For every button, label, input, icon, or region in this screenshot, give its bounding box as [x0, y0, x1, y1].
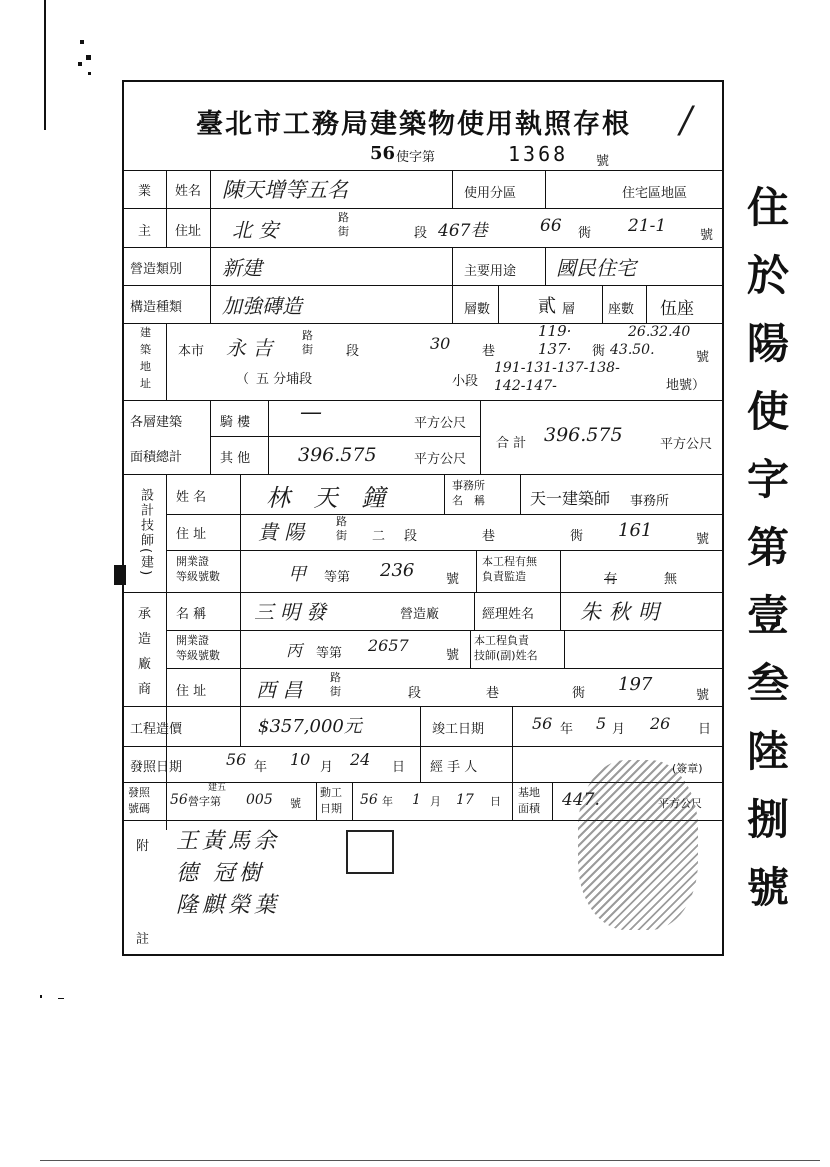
base-value: 447.: [562, 790, 600, 810]
designer-alley: 衖: [570, 529, 584, 544]
site-road-label: 路: [302, 329, 313, 342]
usage-zone-label: 使用分區: [464, 186, 517, 201]
owner-label-2: 主: [138, 224, 152, 239]
other-value: 396.575: [298, 444, 377, 466]
owner-name-label: 姓名: [175, 184, 202, 199]
floors-unit: 層: [562, 302, 576, 317]
permit-no-year: 56: [170, 792, 188, 808]
site-label-2: 築: [140, 343, 151, 356]
other-sqm: 平方公尺: [414, 452, 467, 467]
structure-label: 構造種類: [130, 300, 183, 315]
designer-num: 161: [618, 520, 653, 541]
completion-day-label: 日: [698, 722, 712, 737]
site-label-3: 地: [140, 360, 151, 373]
contractor-license-text: 等第: [316, 646, 343, 661]
start-month-label: 月: [430, 795, 441, 808]
form-title: 臺北市工務局建築物使用執照存根: [196, 109, 631, 140]
contractor-num: 197: [618, 674, 653, 695]
tech-label-2: 技師(副)姓名: [474, 649, 538, 662]
permit-no-insert: 建五: [208, 783, 227, 793]
office-suffix: 事務所: [630, 494, 670, 509]
start-day-label: 日: [490, 795, 501, 808]
remarks-line-2: 德 冠樹: [176, 861, 265, 886]
site-hao: 號: [696, 350, 710, 365]
designer-lane: 巷: [482, 529, 496, 544]
contractor-license-grade: 丙: [286, 641, 303, 660]
site-city: 本市: [178, 344, 205, 359]
base-label-1: 基地: [518, 786, 540, 799]
site-lot-nums-2: 142-147-: [494, 378, 557, 394]
start-month: 1: [412, 792, 421, 808]
designer-license-num: 236: [380, 560, 415, 581]
designer-name-label: 姓 名: [176, 490, 207, 505]
contractor-duan: 段: [408, 686, 422, 701]
site-lot-nums-1: 191-131-137-138-: [494, 360, 620, 376]
construction-type: 新建: [222, 256, 262, 280]
site-lane: 巷: [482, 344, 496, 359]
issue-day: 24: [350, 750, 371, 769]
owner-lane: 467巷: [438, 221, 488, 241]
supervise-label-1: 本工程有無: [482, 555, 537, 568]
site-lot-label: 地號）: [666, 378, 706, 393]
completion-label: 竣工日期: [432, 722, 485, 737]
completion-month-label: 月: [612, 722, 626, 737]
permit-no-label-2: 號碼: [128, 802, 150, 815]
designer-name: 林 天 鐘: [266, 484, 394, 512]
area-label-1: 各層建築: [130, 415, 183, 430]
permit-suffix: 號: [596, 154, 610, 169]
site-label-4: 址: [140, 377, 151, 390]
contractor-label-3: 廠: [138, 657, 152, 672]
contractor-hao: 號: [696, 688, 710, 703]
designer-road: 路: [336, 515, 347, 528]
permit-no-hao: 號: [290, 797, 301, 810]
designer-label: 設計技師(建): [138, 488, 153, 578]
owner-duan: 段: [414, 226, 428, 241]
permit-number: 1368: [508, 142, 569, 166]
site-small-section: 小段: [452, 374, 479, 389]
site-house-num-1: 26.32.40: [628, 324, 691, 340]
office-label-1: 事務所: [452, 479, 485, 492]
designer-duan-num: 二: [372, 529, 386, 544]
owner-name: 陳天增等五名: [222, 178, 348, 202]
site-lane-num: 30: [430, 334, 451, 353]
remarks-line-3: 隆麒榮葉: [176, 893, 281, 918]
remarks-label-bottom: 註: [136, 932, 150, 947]
arcade-label: 騎 樓: [220, 415, 251, 430]
contractor-label-1: 承: [138, 607, 152, 622]
site-house-num-2: 43.50.: [610, 342, 655, 358]
site-alley: 衖: [592, 344, 606, 359]
seats-label: 座數: [608, 302, 635, 317]
site-duan: 段: [346, 344, 360, 359]
issue-label: 發照日期: [130, 760, 183, 775]
contractor-name-label: 名 稱: [176, 607, 207, 622]
owner-alley-num: 66: [540, 216, 562, 236]
arcade-sqm: 平方公尺: [414, 416, 467, 431]
site-road: 永 吉: [226, 336, 273, 360]
manager-label: 經理姓名: [482, 607, 535, 622]
contractor-firm-type: 營造廠: [400, 607, 440, 622]
contractor-license-num: 2657: [368, 636, 409, 655]
main-use-label: 主要用途: [464, 264, 517, 279]
tech-label-1: 本工程負責: [474, 634, 529, 647]
check-mark: /: [680, 100, 693, 141]
remarks-label-top: 附: [136, 839, 150, 854]
start-label-1: 動工: [320, 786, 342, 799]
permit-no-label-1: 發照: [128, 786, 150, 799]
owner-street-label: 街: [338, 225, 349, 238]
usage-zone-value: 住宅區地區: [622, 186, 688, 201]
owner-address-label: 住址: [175, 224, 202, 239]
owner-label-1: 業: [138, 184, 152, 199]
other-label: 其 他: [220, 451, 251, 466]
start-day: 17: [456, 792, 474, 808]
floors-value: 貳: [538, 296, 556, 317]
contractor-name: 三明發: [254, 600, 332, 624]
designer-license-text: 等第: [324, 570, 351, 585]
start-year-label: 年: [382, 795, 393, 808]
side-permit-text: 住於陽使字第壹叁陸捌號: [741, 185, 790, 933]
owner-address-city: 北 安: [232, 218, 279, 242]
contractor-license-label-2: 等級號數: [176, 649, 220, 662]
designer-hao: 號: [696, 532, 710, 547]
site-paren: （: [236, 372, 250, 387]
contractor-license-label-1: 開業證: [176, 634, 209, 647]
site-label-1: 建: [140, 326, 151, 339]
contractor-label-4: 商: [138, 682, 152, 697]
owner-hao: 號: [700, 228, 714, 243]
contractor-address-road: 西 昌: [256, 678, 303, 702]
designer-address-road: 貴 陽: [258, 520, 305, 544]
contractor-lane: 巷: [486, 686, 500, 701]
supervise-struck: 有: [604, 572, 618, 587]
contractor-street: 街: [330, 685, 341, 698]
issue-year-label: 年: [254, 760, 268, 775]
area-label-2: 面積總計: [130, 450, 183, 465]
office-value: 天一建築師: [530, 489, 611, 508]
arcade-value: —: [300, 400, 362, 425]
seats-value: 伍座: [660, 299, 694, 319]
ink-smudge: [578, 760, 698, 930]
site-alley-num-1: 119·: [538, 322, 572, 340]
total-value: 396.575: [544, 424, 623, 446]
issue-month-label: 月: [320, 760, 334, 775]
designer-duan: 段: [404, 529, 418, 544]
owner-num: 21-1: [628, 216, 667, 236]
construction-type-label: 營造類別: [130, 262, 183, 277]
supervise-value: 無: [664, 572, 678, 587]
base-unit: 平方公尺: [658, 797, 702, 810]
site-district: 五 分埔段: [256, 372, 313, 387]
sign-label: (簽章): [672, 762, 703, 775]
site-alley-num-2: 137·: [538, 340, 572, 358]
supervise-label-2: 負責監造: [482, 570, 526, 583]
permit-year: 56: [370, 143, 396, 164]
contractor-label-2: 造: [138, 632, 152, 647]
designer-license-grade: 甲: [288, 564, 306, 585]
cost-value: $357,000元: [258, 716, 362, 737]
contractor-license-hao: 號: [446, 648, 460, 663]
permit-no-number: 005: [246, 792, 273, 808]
designer-address-label: 住 址: [176, 527, 207, 542]
floors-label: 層數: [464, 302, 491, 317]
contractor-road: 路: [330, 671, 341, 684]
completion-day: 26: [650, 714, 671, 733]
designer-license-hao: 號: [446, 572, 460, 587]
permit-prefix: 使字第: [396, 150, 436, 165]
completion-year: 56: [532, 714, 553, 733]
completion-month: 5: [596, 714, 607, 733]
issue-month: 10: [290, 750, 311, 769]
manager-name: 朱秋明: [580, 600, 667, 624]
contractor-address-label: 住 址: [176, 684, 207, 699]
main-use: 國民住宅: [556, 256, 636, 280]
issue-day-label: 日: [392, 760, 406, 775]
start-year: 56: [360, 792, 378, 808]
seal-stamp: [346, 830, 394, 874]
owner-alley: 衖: [578, 226, 592, 241]
permit-no-prefix: 營字第: [188, 795, 221, 808]
remarks-line-1: 王黃馬余: [176, 829, 281, 854]
site-street-label: 街: [302, 343, 313, 356]
total-unit: 平方公尺: [660, 437, 713, 452]
office-label-2: 名 稱: [452, 494, 485, 507]
total-label: 合 計: [496, 436, 527, 451]
designer-license-label-2: 等級號數: [176, 570, 220, 583]
start-label-2: 日期: [320, 802, 342, 815]
structure-value: 加強磚造: [222, 294, 302, 318]
contractor-alley: 衖: [572, 686, 586, 701]
issue-year: 56: [226, 750, 247, 769]
cost-label: 工程造價: [130, 722, 183, 737]
base-label-2: 面積: [518, 802, 540, 815]
owner-road-label: 路: [338, 211, 349, 224]
completion-year-label: 年: [560, 722, 574, 737]
designer-license-label-1: 開業證: [176, 555, 209, 568]
handler-label: 經 手 人: [430, 760, 478, 775]
designer-street: 街: [336, 529, 347, 542]
